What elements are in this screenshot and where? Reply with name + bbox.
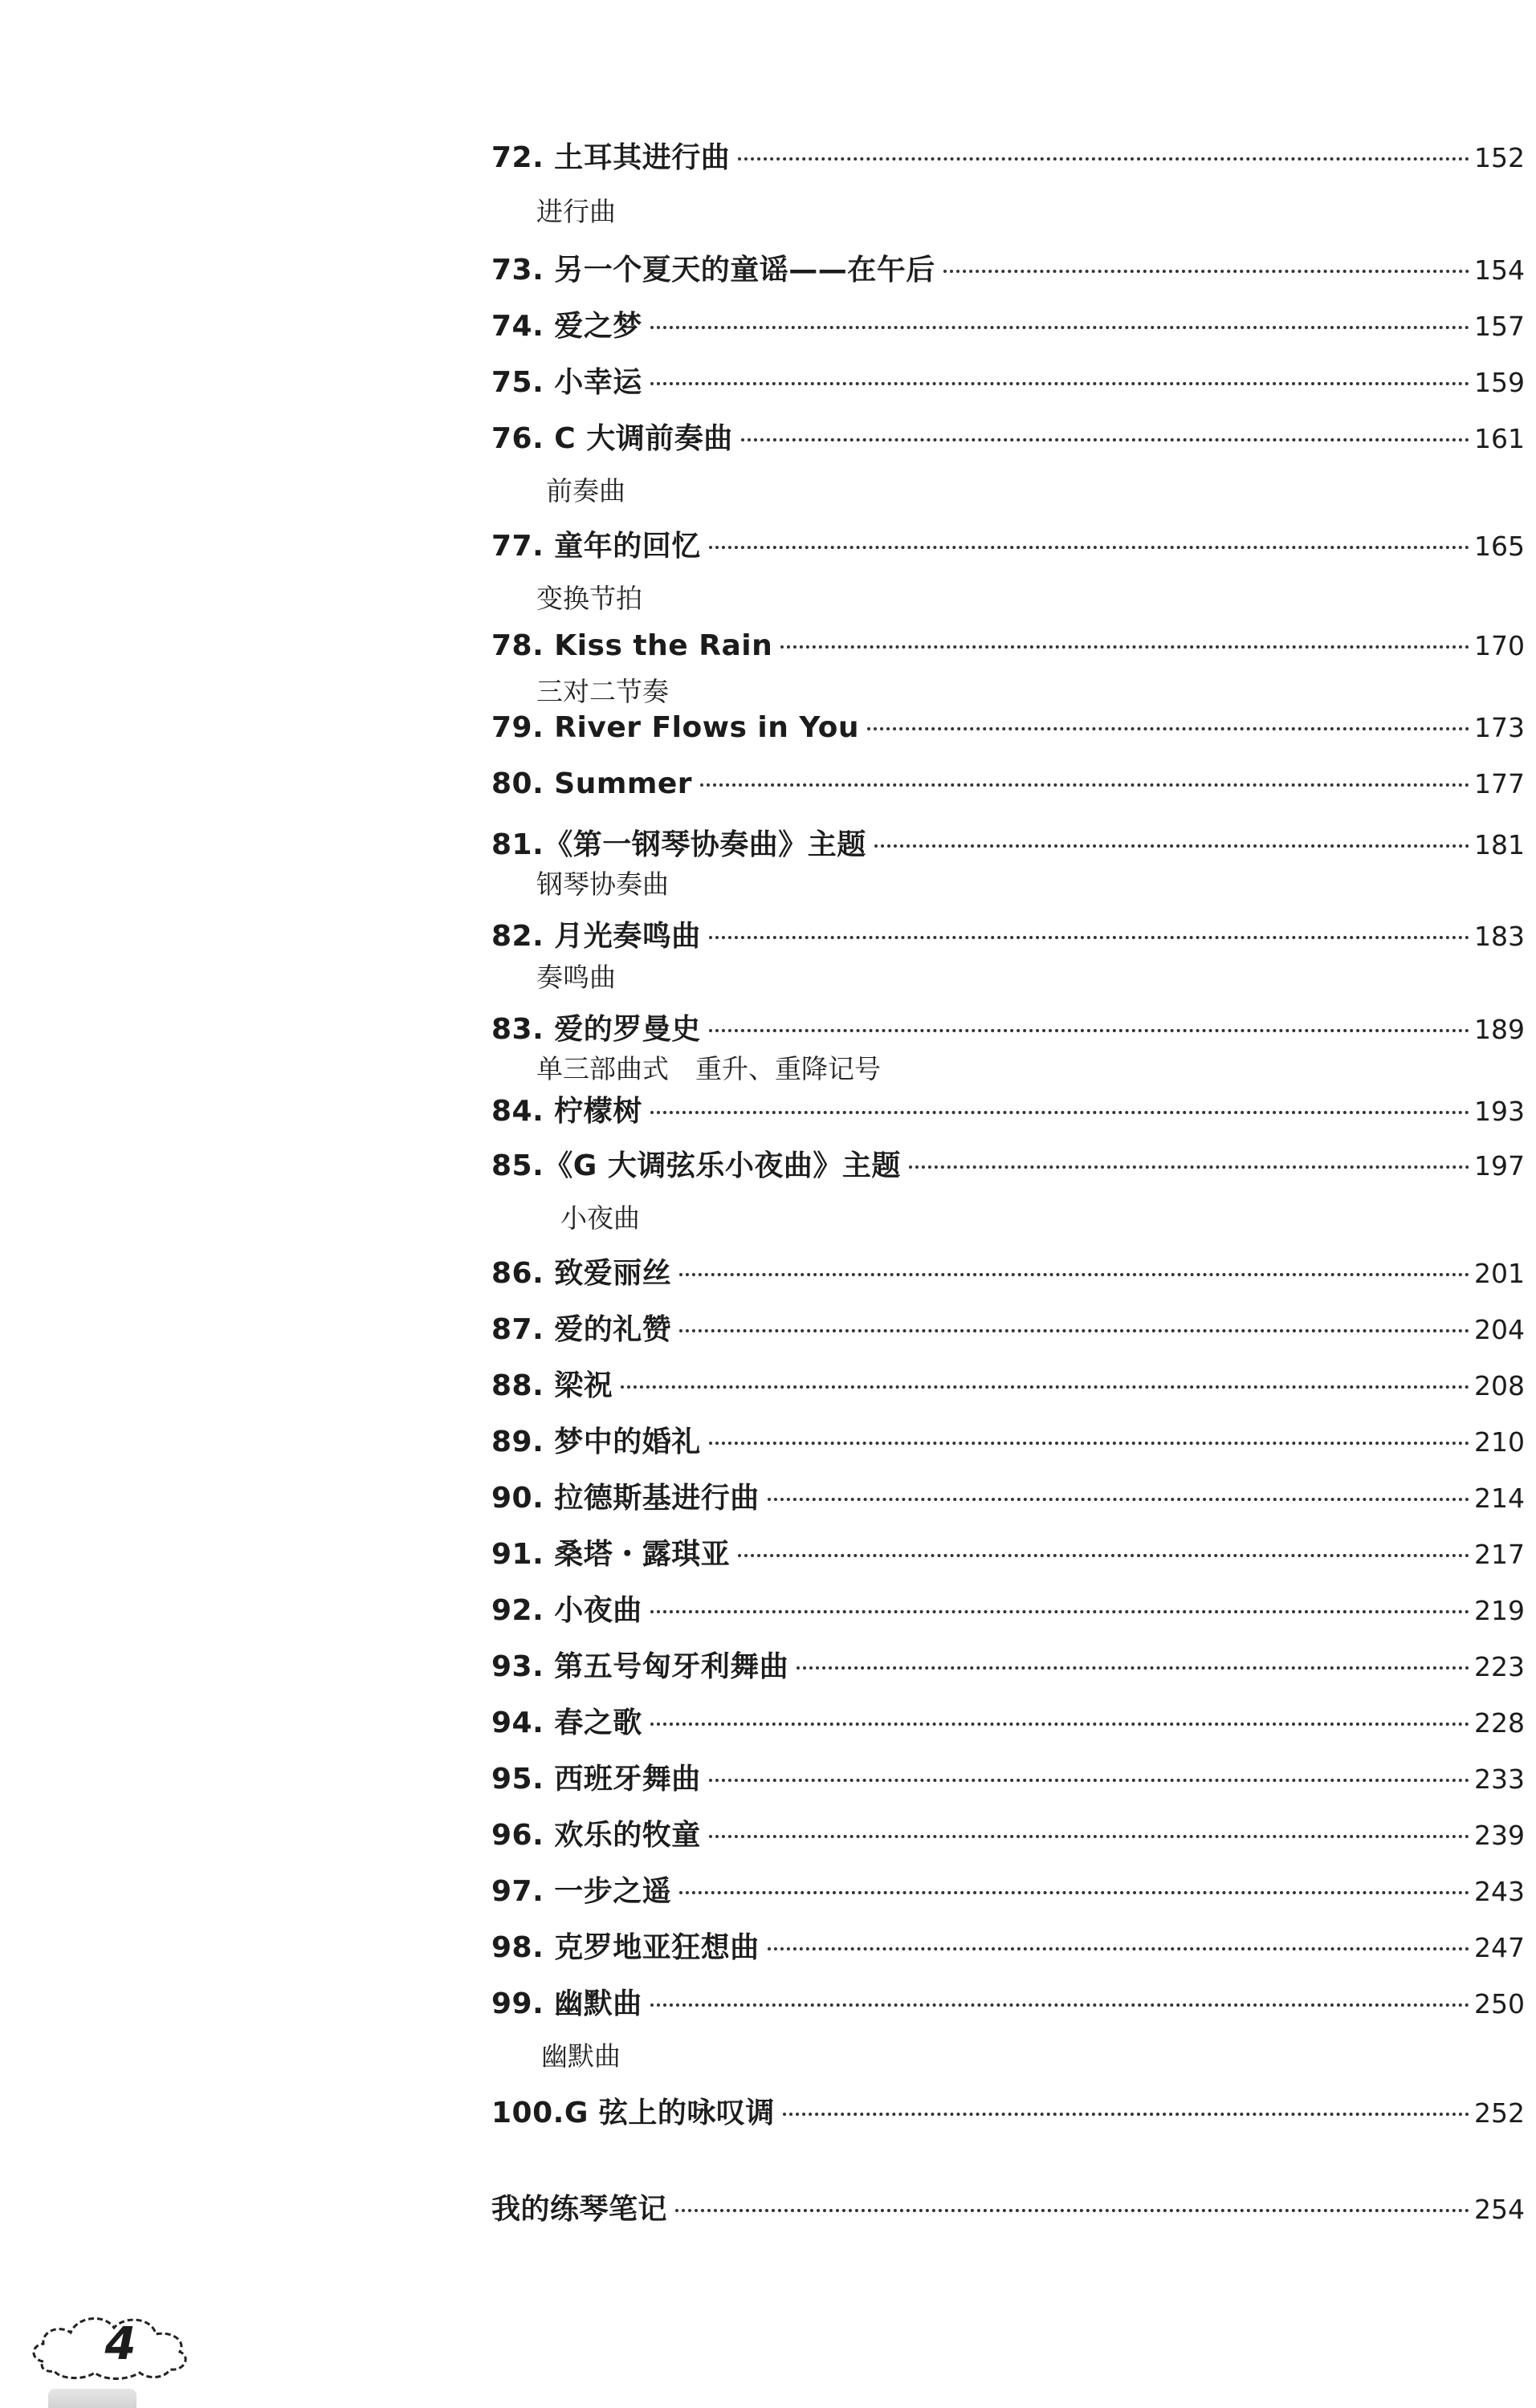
toc-entry-title: 84. 柠檬树 [491,1095,642,1128]
toc-entry-page: 154 [1474,254,1525,286]
toc-entry[interactable] [491,1700,1525,1745]
dot-leader [867,727,1469,730]
toc-entry-page: 189 [1474,1014,1525,1045]
dot-leader [650,382,1469,385]
toc-entry-page: 243 [1474,1876,1525,1907]
toc-entry-page: 183 [1474,921,1525,952]
toc-entry-title: 76. C 大调前奏曲 [491,422,733,455]
toc-entry[interactable] [491,629,1525,674]
toc-entry-page: 239 [1474,1820,1525,1851]
dot-leader [709,936,1469,939]
toc-entry-page: 228 [1474,1707,1525,1739]
dot-leader [650,1610,1469,1613]
toc-entry-title: 94. 春之歌 [491,1706,642,1739]
dot-leader [709,1835,1469,1838]
toc-entry-page: 170 [1474,630,1525,661]
toc-entry[interactable] [491,135,1525,180]
toc-entry[interactable] [491,1143,1525,1188]
toc-entry[interactable] [491,1812,1525,1857]
toc-entry-page: 233 [1474,1763,1525,1795]
toc-entry-page: 177 [1474,768,1525,799]
toc-entry[interactable] [491,523,1525,568]
toc-entry-page: 157 [1474,311,1525,342]
dot-leader [679,1273,1469,1276]
toc-entry-title: 78. Kiss the Rain [491,629,773,662]
toc-entry[interactable] [491,360,1525,405]
dot-leader [768,1947,1469,1950]
toc-entry-title: 77. 童年的回忆 [491,530,701,563]
dot-leader [679,1891,1469,1894]
dot-leader [780,645,1469,649]
dot-leader [709,1442,1469,1445]
toc-entry-page: 165 [1474,531,1525,562]
toc-subtitle: 前奏曲 [546,475,625,506]
toc-entry[interactable] [491,1531,1525,1576]
toc-entry-title: 97. 一步之遥 [491,1875,672,1908]
dot-leader [768,1498,1469,1501]
toc-entry-title: 81.《第一钢琴协奏曲》主题 [491,828,866,861]
toc-entry-title: 95. 西班牙舞曲 [491,1763,701,1796]
toc-entry-title: 73. 另一个夏天的童谣——在午后 [491,254,935,287]
toc-entry-title: 82. 月光奏鸣曲 [491,920,701,953]
dot-leader [709,1029,1469,1032]
toc-entry[interactable] [491,303,1525,348]
toc-entry-page: 247 [1474,1932,1525,1963]
toc-subtitle: 幽默曲 [541,2040,621,2072]
toc-entry-title: 79. River Flows in You [491,711,860,744]
dot-leader [679,1329,1469,1332]
toc-entry-page: 201 [1474,1258,1525,1289]
page-number: 4 [104,2318,136,2370]
toc-entry-page: 252 [1474,2097,1525,2129]
toc-entry[interactable] [491,2186,1525,2231]
toc-entry-page: 173 [1474,712,1525,743]
toc-entry-page: 210 [1474,1426,1525,1458]
toc-subtitle: 变换节拍 [536,583,642,614]
dot-leader [675,2209,1469,2212]
toc-subtitle: 奏鸣曲 [536,962,616,993]
toc-entry-title: 83. 爱的罗曼史 [491,1013,701,1046]
dot-leader [738,157,1469,161]
toc-entry[interactable] [491,416,1525,461]
toc-entry-page: 219 [1474,1595,1525,1626]
toc-entry-page: 152 [1474,142,1525,173]
toc-entry-page: 204 [1474,1314,1525,1345]
toc-entry-page: 181 [1474,829,1525,860]
toc-entry-page: 197 [1474,1150,1525,1182]
toc-entry-title: 100.G 弦上的咏叹调 [491,2097,775,2129]
toc-entry[interactable] [491,1588,1525,1633]
toc-entry[interactable] [491,1756,1525,1801]
toc-entry-title: 72. 土耳其进行曲 [491,141,731,174]
toc-entry-title: 我的练琴笔记 [491,2193,668,2226]
toc-entry-title: 74. 爱之梦 [491,310,642,343]
dot-leader [709,1779,1469,1782]
toc-entry-title: 80. Summer [491,767,693,800]
dot-leader [650,1723,1469,1726]
dot-leader [709,546,1469,549]
toc-entry-title: 88. 梁祝 [491,1369,613,1402]
toc-subtitle: 小夜曲 [560,1202,640,1234]
toc-entry[interactable] [491,1925,1525,1970]
dot-leader [797,1666,1469,1670]
dot-leader [783,2113,1469,2116]
toc-entry-page: 214 [1474,1483,1525,1514]
dot-leader [700,783,1469,787]
dot-leader [650,2003,1469,2007]
toc-entry-title: 90. 拉德斯基进行曲 [491,1482,760,1515]
toc-entry[interactable] [491,1475,1525,1520]
toc-entry-page: 223 [1474,1651,1525,1682]
toc-entry[interactable] [491,711,1525,756]
toc-entry[interactable] [491,1007,1525,1051]
dot-leader [874,844,1469,848]
dot-leader [738,1554,1469,1557]
toc-entry-page: 193 [1474,1096,1525,1127]
dot-leader [943,270,1469,273]
toc-entry[interactable] [491,1251,1525,1296]
toc-entry-page: 161 [1474,423,1525,454]
toc-entry-page: 254 [1474,2194,1525,2225]
toc-entry[interactable] [491,1088,1525,1133]
toc-entry-title: 96. 欢乐的牧童 [491,1819,701,1852]
toc-subtitle: 三对二节奏 [536,676,669,707]
dot-leader [741,438,1469,441]
toc-entry-title: 98. 克罗地亚狂想曲 [491,1931,760,1964]
toc-entry[interactable] [491,1869,1525,1914]
toc-entry-title: 87. 爱的礼赞 [491,1313,672,1346]
toc-entry-page: 250 [1474,1988,1525,2020]
dot-leader [650,1111,1469,1114]
toc-entry-title: 85.《G 大调弦乐小夜曲》主题 [491,1149,901,1182]
toc-entry[interactable] [491,247,1525,292]
toc-entry[interactable] [491,1644,1525,1689]
dot-leader [650,326,1469,329]
toc-entry[interactable] [491,822,1525,867]
toc-entry[interactable] [491,2090,1525,2135]
toc-subtitle: 进行曲 [536,196,616,227]
toc-entry-title: 93. 第五号匈牙利舞曲 [491,1650,789,1683]
toc-entry[interactable] [491,913,1525,958]
toc-entry-title: 89. 梦中的婚礼 [491,1426,701,1458]
toc-entry[interactable] [491,1981,1525,2026]
toc-entry[interactable] [491,1363,1525,1408]
toc-entry-title: 92. 小夜曲 [491,1594,642,1627]
toc-entry[interactable] [491,1307,1525,1352]
toc-entry-page: 208 [1474,1370,1525,1401]
toc-subtitle: 钢琴协奏曲 [536,868,669,900]
toc-entry-title: 75. 小幸运 [491,366,642,399]
scan-shadow [48,2389,136,2408]
toc-entry[interactable] [491,767,1525,812]
toc-entry-title: 99. 幽默曲 [491,1987,642,2020]
toc-entry-page: 159 [1474,367,1525,398]
toc-entry-page: 217 [1474,1539,1525,1570]
toc-entry-title: 91. 桑塔・露琪亚 [491,1538,731,1571]
toc-entry-title: 86. 致爱丽丝 [491,1257,672,1290]
dot-leader [909,1165,1469,1169]
toc-entry[interactable] [491,1419,1525,1464]
dot-leader [621,1385,1469,1389]
toc-subtitle: 单三部曲式 重升、重降记号 [536,1053,881,1084]
